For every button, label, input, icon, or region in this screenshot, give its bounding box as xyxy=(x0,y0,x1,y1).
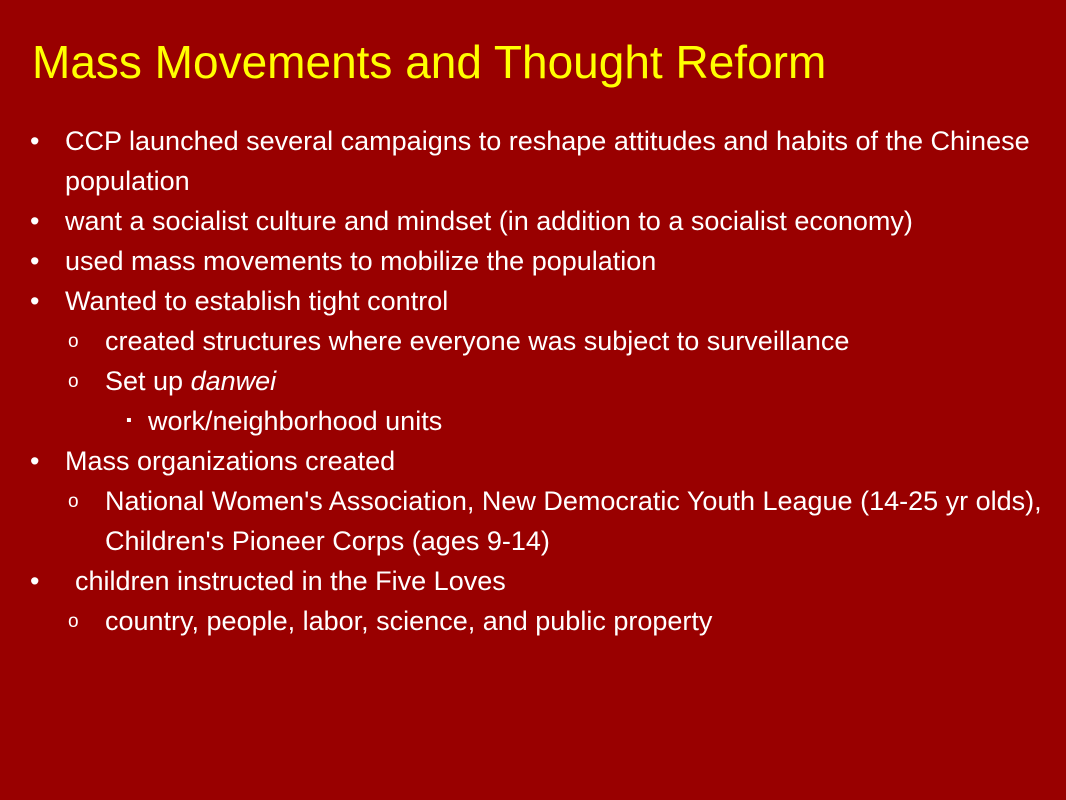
sub-bullet-marker: o xyxy=(68,371,79,392)
bullet-text: CCP launched several campaigns to reshape attitudes and habits of the Chinese population xyxy=(65,126,1030,196)
sub-bullet-text-emphasis: danwei xyxy=(190,366,277,396)
bullet-text: used mass movements to mobilize the population xyxy=(65,246,657,276)
bullet-marker: • xyxy=(30,206,40,236)
sub-bullet-item xyxy=(30,361,1050,401)
sub-bullet-text-prefix: Set up xyxy=(105,366,191,396)
bullet-item xyxy=(30,201,1050,241)
sub-bullet-marker: o xyxy=(68,611,79,632)
bullet-item xyxy=(30,281,1050,321)
square-bullet-icon: ▪ xyxy=(126,412,132,429)
bullet-marker: • xyxy=(30,286,40,316)
sub-bullet-marker: o xyxy=(68,331,79,352)
bullet-marker: • xyxy=(30,446,40,476)
bullet-text: Mass organizations created xyxy=(65,446,396,476)
bullet-item xyxy=(30,441,1050,481)
bullet-text: children instructed in the Five Loves xyxy=(75,566,506,596)
bullet-item xyxy=(30,121,1050,201)
slide-title: Mass Movements and Thought Reform xyxy=(32,36,827,88)
sub-bullet-item xyxy=(30,481,1050,561)
sub-sub-bullet-item xyxy=(30,401,1050,441)
bullet-marker: • xyxy=(30,246,40,276)
sub-bullet-item xyxy=(30,601,1050,641)
slide-body xyxy=(30,121,1050,641)
sub-bullet-marker: o xyxy=(68,491,79,512)
sub-sub-bullet-text: work/neighborhood units xyxy=(148,406,443,436)
bullet-marker: • xyxy=(30,566,40,596)
bullet-marker: • xyxy=(30,126,40,156)
bullet-item xyxy=(30,561,1050,601)
sub-bullet-item xyxy=(30,321,1050,361)
bullet-text: Wanted to establish tight control xyxy=(65,286,449,316)
sub-bullet-text: created structures where everyone was subject to surveillance xyxy=(105,326,850,356)
bullet-item xyxy=(30,241,1050,281)
sub-bullet-text: country, people, labor, science, and public property xyxy=(105,606,713,636)
sub-bullet-text: National Women's Association, New Democratic Youth League (14-25 yr olds), Children's Pioneer Corps (ages 9-14) xyxy=(105,486,1042,556)
bullet-text: want a socialist culture and mindset (in addition to a socialist economy) xyxy=(65,206,913,236)
